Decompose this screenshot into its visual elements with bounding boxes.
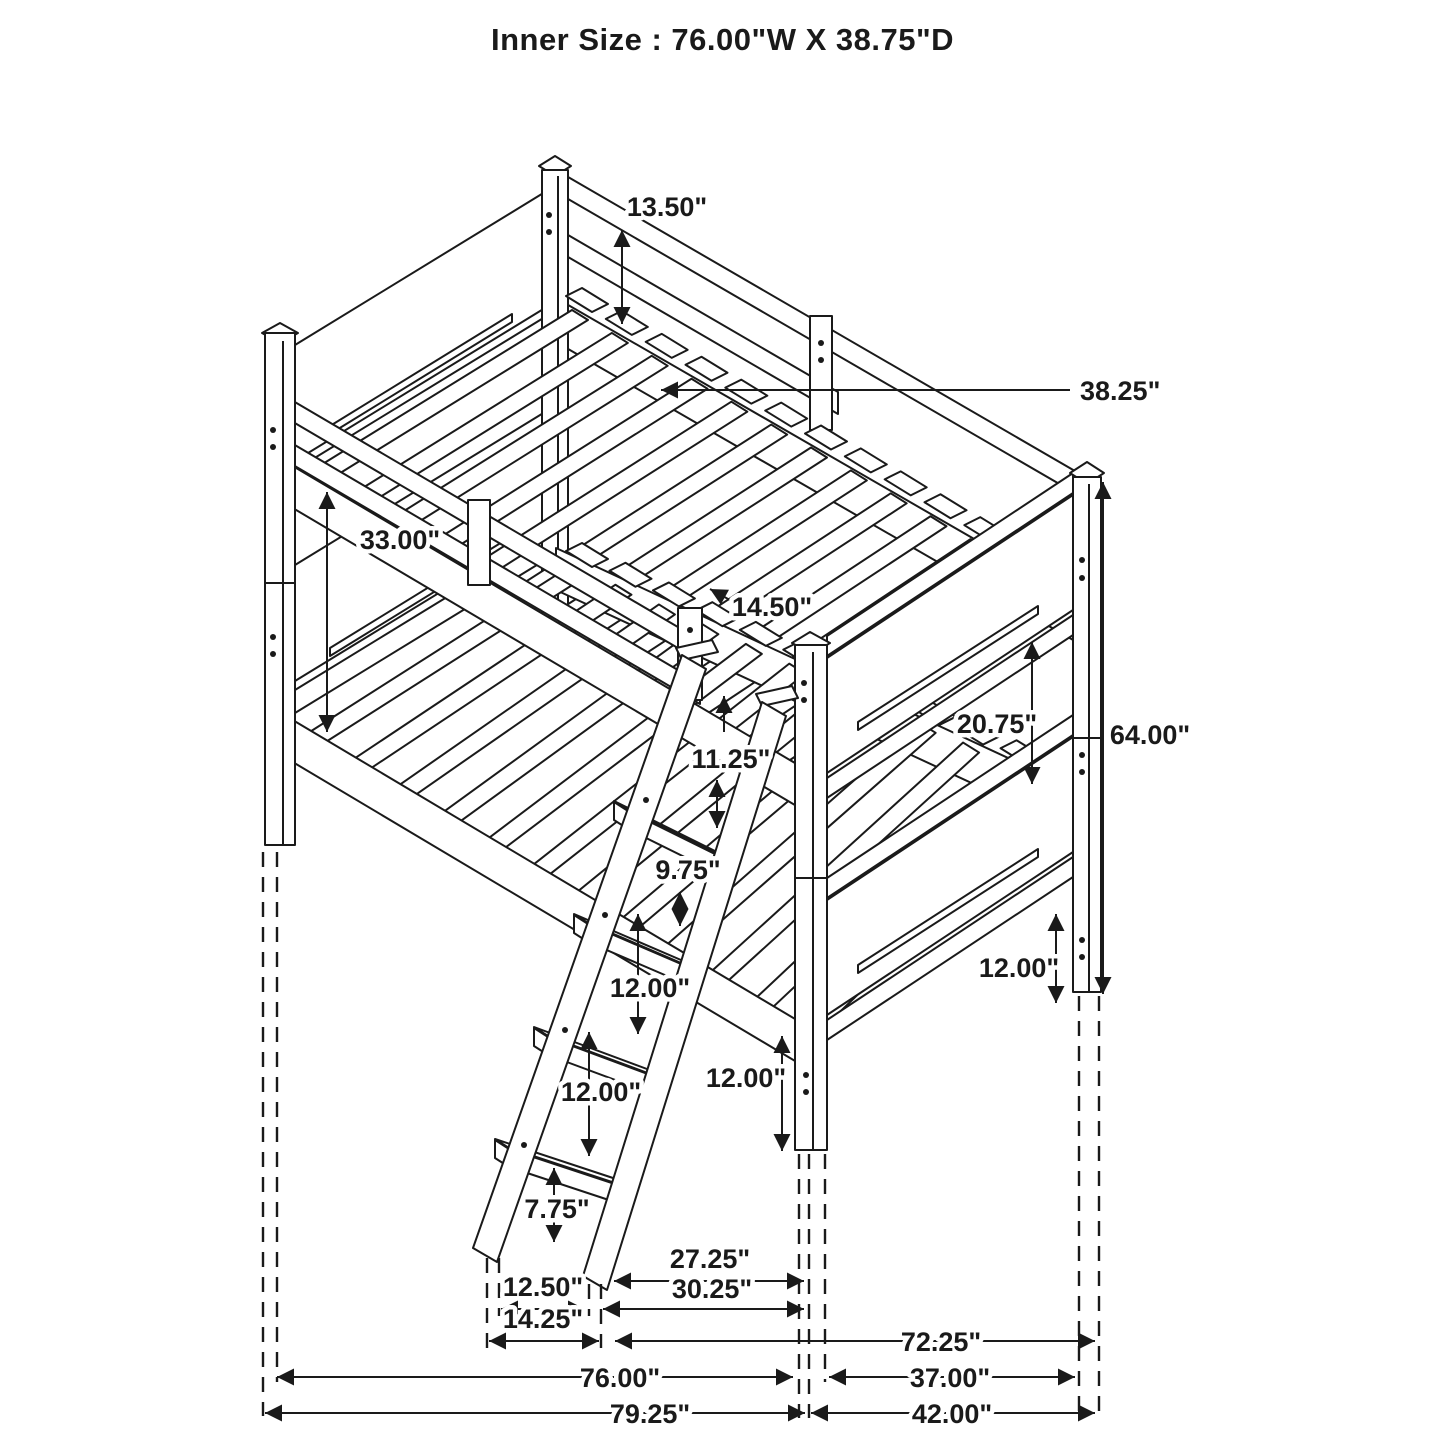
dim-ladder-step-4: 12.00" — [560, 1077, 642, 1107]
dim-ladder-step-2: 9.75" — [655, 855, 721, 885]
dim-ladder-base-width: 12.50" — [502, 1272, 584, 1302]
dim-overall-length: 79.25" — [609, 1399, 691, 1429]
dim-ladder-step-3: 12.00" — [609, 973, 691, 1003]
dim-ladder-reach: 27.25" — [669, 1244, 751, 1274]
page-title: Inner Size : 76.00"W X 38.75"D — [490, 22, 955, 57]
dim-right-leg-height: 12.00" — [978, 953, 1060, 983]
front-left-post — [262, 323, 298, 845]
dim-front-leg-height: 12.00" — [705, 1063, 787, 1093]
dim-end-width: 37.00" — [909, 1363, 991, 1393]
dim-ladder-span: 30.25" — [671, 1274, 753, 1304]
front-right-post — [792, 632, 830, 1150]
dim-ladder-last-step: 7.75" — [524, 1194, 590, 1224]
dim-overall-height: 64.00" — [1109, 720, 1191, 750]
dim-bunk-gap: 20.75" — [956, 709, 1038, 739]
dim-ladder-overhang: 14.25" — [502, 1304, 584, 1334]
back-right-post — [1070, 462, 1104, 992]
dim-guard-rail-height: 13.50" — [626, 192, 708, 222]
dim-overall-depth: 42.00" — [911, 1399, 993, 1429]
dim-ladder-top-step: 11.25" — [691, 744, 771, 774]
dim-under-bunk-clearance: 33.00" — [359, 525, 441, 555]
dim-length-less-ladder: 72.25" — [900, 1327, 982, 1357]
dim-slat-width: 38.25" — [1080, 376, 1161, 406]
dim-inner-length: 76.00" — [579, 1363, 661, 1393]
dim-guard-to-deck: 14.50" — [731, 592, 813, 622]
